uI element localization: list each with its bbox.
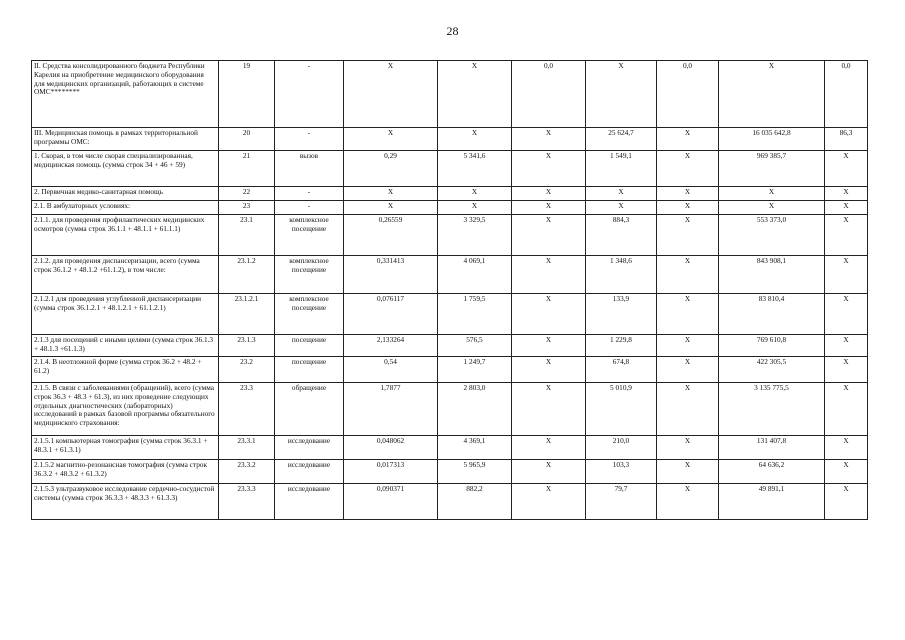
row-value-cell: 4 069,1 (438, 256, 512, 294)
row-unit-cell: комплексное посещение (275, 294, 344, 335)
row-value-cell: 0,29 (344, 151, 438, 187)
row-value-cell: X (825, 187, 868, 201)
row-name-cell: 2.1.1. для проведения профилактических медицинских осмотров (сумма строк 36.1.1 + 48.1.1 + 61.1.1) (32, 215, 219, 256)
row-line-number-cell: 23.3.2 (219, 460, 275, 484)
row-unit-cell: - (275, 128, 344, 151)
row-line-number-cell: 23.3.3 (219, 484, 275, 520)
row-value-cell: 882,2 (438, 484, 512, 520)
row-name-cell: 2.1.4. В неотложной форме (сумма строк 36.2 + 48.2 + 61.2) (32, 357, 219, 383)
row-unit-cell: вызов (275, 151, 344, 187)
row-line-number-cell: 20 (219, 128, 275, 151)
table-row (32, 61, 868, 128)
row-unit-cell: посещение (275, 357, 344, 383)
table-row (32, 187, 868, 201)
row-name-cell: 2.1.2.1 для проведения углубленной диспансеризации (сумма строк 36.1.2.1 + 48.1.2.1 + 61.1.2.1) (32, 294, 219, 335)
page-number: 28 (446, 24, 459, 38)
row-value-cell: 49 891,1 (719, 484, 825, 520)
row-value-cell: X (719, 201, 825, 215)
row-line-number-cell: 23.1 (219, 215, 275, 256)
row-value-cell: 553 373,0 (719, 215, 825, 256)
row-value-cell: X (825, 256, 868, 294)
row-value-cell: X (657, 151, 719, 187)
row-name-cell: 2.1.5.1 компьютерная томография (сумма строк 36.3.1 + 48.3.1 + 61.3.1) (32, 436, 219, 460)
row-value-cell: 884,3 (586, 215, 657, 256)
row-value-cell: X (657, 215, 719, 256)
table-row (32, 151, 868, 187)
row-value-cell: 0,54 (344, 357, 438, 383)
row-name-cell: 2.1.5.2 магнитно-резонансная томография (сумма строк 36.3.2 + 48.3.2 + 61.3.2) (32, 460, 219, 484)
row-line-number-cell: 23.3.1 (219, 436, 275, 460)
row-value-cell: 0,0 (825, 61, 868, 128)
row-name-cell: III. Медицинская помощь в рамках территориальной программы ОМС: (32, 128, 219, 151)
row-value-cell: X (657, 294, 719, 335)
row-line-number-cell: 23.2 (219, 357, 275, 383)
row-unit-cell: комплексное посещение (275, 256, 344, 294)
row-name-cell: 2.1.5. В связи с заболеваниями (обращений), всего (сумма строк 36.3 + 48.3 + 61.3), из них проведение следующих отдельных диагностических (лабораторных) исследований в рамках базовой программы обязательного медицинского страхования: (32, 383, 219, 436)
row-value-cell: 1 549,1 (586, 151, 657, 187)
row-value-cell: X (512, 460, 586, 484)
row-value-cell: X (344, 187, 438, 201)
row-value-cell: X (512, 436, 586, 460)
row-value-cell: X (512, 357, 586, 383)
row-line-number-cell: 22 (219, 187, 275, 201)
row-value-cell: X (438, 187, 512, 201)
table-row (32, 460, 868, 484)
row-value-cell: 0,26559 (344, 215, 438, 256)
row-value-cell: X (657, 335, 719, 357)
row-name-cell: 2. Первичная медико-санитарная помощь (32, 187, 219, 201)
row-unit-cell: обращение (275, 383, 344, 436)
row-value-cell: X (657, 128, 719, 151)
row-value-cell: X (825, 335, 868, 357)
row-value-cell: X (825, 294, 868, 335)
row-name-cell: II. Средства консолидированного бюджета Республики Карелия на приобретение медицинского оборудования для медицинских организаций, работающих в системе ОМС******** (32, 61, 219, 128)
table-row (32, 128, 868, 151)
row-value-cell: X (825, 383, 868, 436)
row-value-cell: X (512, 128, 586, 151)
row-value-cell: X (657, 436, 719, 460)
row-value-cell: X (438, 128, 512, 151)
table-row (32, 256, 868, 294)
row-value-cell: 5 010,9 (586, 383, 657, 436)
row-value-cell: X (512, 294, 586, 335)
table-row (32, 294, 868, 335)
table-row (32, 201, 868, 215)
row-value-cell: X (825, 151, 868, 187)
row-value-cell: X (586, 201, 657, 215)
row-value-cell: X (512, 335, 586, 357)
row-name-cell: 1. Скорая, в том числе скорая специализированная, медицинская помощь (сумма строк 34 + 46 + 59) (32, 151, 219, 187)
row-value-cell: X (657, 187, 719, 201)
row-value-cell: X (719, 187, 825, 201)
row-value-cell: X (438, 61, 512, 128)
row-value-cell: X (512, 187, 586, 201)
row-line-number-cell: 23.1.2.1 (219, 294, 275, 335)
row-value-cell: X (586, 61, 657, 128)
row-value-cell: 16 035 642,8 (719, 128, 825, 151)
row-value-cell: X (512, 484, 586, 520)
table-body (32, 61, 868, 520)
row-value-cell: 1 348,6 (586, 256, 657, 294)
row-value-cell: 5 341,6 (438, 151, 512, 187)
row-value-cell: 25 624,7 (586, 128, 657, 151)
row-value-cell: 83 810,4 (719, 294, 825, 335)
row-value-cell: 969 385,7 (719, 151, 825, 187)
row-value-cell: 210,0 (586, 436, 657, 460)
row-value-cell: X (657, 357, 719, 383)
row-value-cell: 2 803,0 (438, 383, 512, 436)
row-value-cell: 4 369,1 (438, 436, 512, 460)
row-value-cell: 1,7877 (344, 383, 438, 436)
row-value-cell: 3 329,5 (438, 215, 512, 256)
row-unit-cell: - (275, 61, 344, 128)
row-value-cell: 769 610,8 (719, 335, 825, 357)
row-value-cell: 103,3 (586, 460, 657, 484)
row-line-number-cell: 23.1.3 (219, 335, 275, 357)
table-row (32, 383, 868, 436)
row-unit-cell: посещение (275, 335, 344, 357)
table-row (32, 357, 868, 383)
row-value-cell: X (657, 256, 719, 294)
financing-table (31, 60, 868, 520)
row-value-cell: 0,0 (512, 61, 586, 128)
row-value-cell: X (825, 357, 868, 383)
row-value-cell: 5 965,9 (438, 460, 512, 484)
row-unit-cell: - (275, 201, 344, 215)
row-unit-cell: исследование (275, 460, 344, 484)
row-value-cell: X (344, 61, 438, 128)
row-value-cell: 86,3 (825, 128, 868, 151)
row-name-cell: 2.1.2. для проведения диспансеризации, всего (сумма строк 36.1.2 + 48.1.2 +61.1.2), в том числе: (32, 256, 219, 294)
row-value-cell: X (512, 383, 586, 436)
row-value-cell: X (512, 215, 586, 256)
row-value-cell: 0,090371 (344, 484, 438, 520)
row-value-cell: X (825, 460, 868, 484)
row-value-cell: 1 759,5 (438, 294, 512, 335)
row-value-cell: X (825, 436, 868, 460)
table-row (32, 484, 868, 520)
row-unit-cell: комплексное посещение (275, 215, 344, 256)
row-value-cell: X (512, 256, 586, 294)
row-value-cell: 0,331413 (344, 256, 438, 294)
row-value-cell: X (657, 484, 719, 520)
row-value-cell: 3 135 775,5 (719, 383, 825, 436)
row-value-cell: 422 305,5 (719, 357, 825, 383)
table-row (32, 215, 868, 256)
row-value-cell: X (438, 201, 512, 215)
row-value-cell: 0,017313 (344, 460, 438, 484)
row-value-cell: 1 229,8 (586, 335, 657, 357)
row-value-cell: 0,076117 (344, 294, 438, 335)
row-value-cell: X (825, 215, 868, 256)
row-value-cell: X (512, 201, 586, 215)
row-unit-cell: исследование (275, 436, 344, 460)
row-name-cell: 2.1.3 для посещений с иными целями (сумма строк 36.1.3 + 48.1.3 +61.1.3) (32, 335, 219, 357)
row-value-cell: X (586, 187, 657, 201)
row-line-number-cell: 23.1.2 (219, 256, 275, 294)
row-name-cell: 2.1.5.3 ультразвуковое исследование сердечно-сосудистой системы (сумма строк 36.3.3 + 48.3.3 + 61.3.3) (32, 484, 219, 520)
row-value-cell: 133,9 (586, 294, 657, 335)
row-value-cell: X (657, 201, 719, 215)
row-value-cell: X (825, 484, 868, 520)
row-value-cell: X (657, 460, 719, 484)
row-value-cell: 2,133264 (344, 335, 438, 357)
row-line-number-cell: 21 (219, 151, 275, 187)
row-value-cell: X (512, 151, 586, 187)
row-value-cell: X (344, 201, 438, 215)
row-value-cell: X (344, 128, 438, 151)
row-value-cell: 843 908,1 (719, 256, 825, 294)
table-row (32, 436, 868, 460)
row-value-cell: 674,8 (586, 357, 657, 383)
row-value-cell: X (825, 201, 868, 215)
row-line-number-cell: 23 (219, 201, 275, 215)
row-value-cell: 131 407,8 (719, 436, 825, 460)
row-value-cell: 0,048062 (344, 436, 438, 460)
row-value-cell: 79,7 (586, 484, 657, 520)
row-line-number-cell: 23.3 (219, 383, 275, 436)
row-value-cell: 64 636,2 (719, 460, 825, 484)
row-line-number-cell: 19 (219, 61, 275, 128)
row-value-cell: X (657, 383, 719, 436)
row-value-cell: 0,0 (657, 61, 719, 128)
row-name-cell: 2.1. В амбулаторных условиях: (32, 201, 219, 215)
row-unit-cell: исследование (275, 484, 344, 520)
row-value-cell: 1 249,7 (438, 357, 512, 383)
row-unit-cell: - (275, 187, 344, 201)
row-value-cell: X (719, 61, 825, 128)
row-value-cell: 576,5 (438, 335, 512, 357)
table-row (32, 335, 868, 357)
